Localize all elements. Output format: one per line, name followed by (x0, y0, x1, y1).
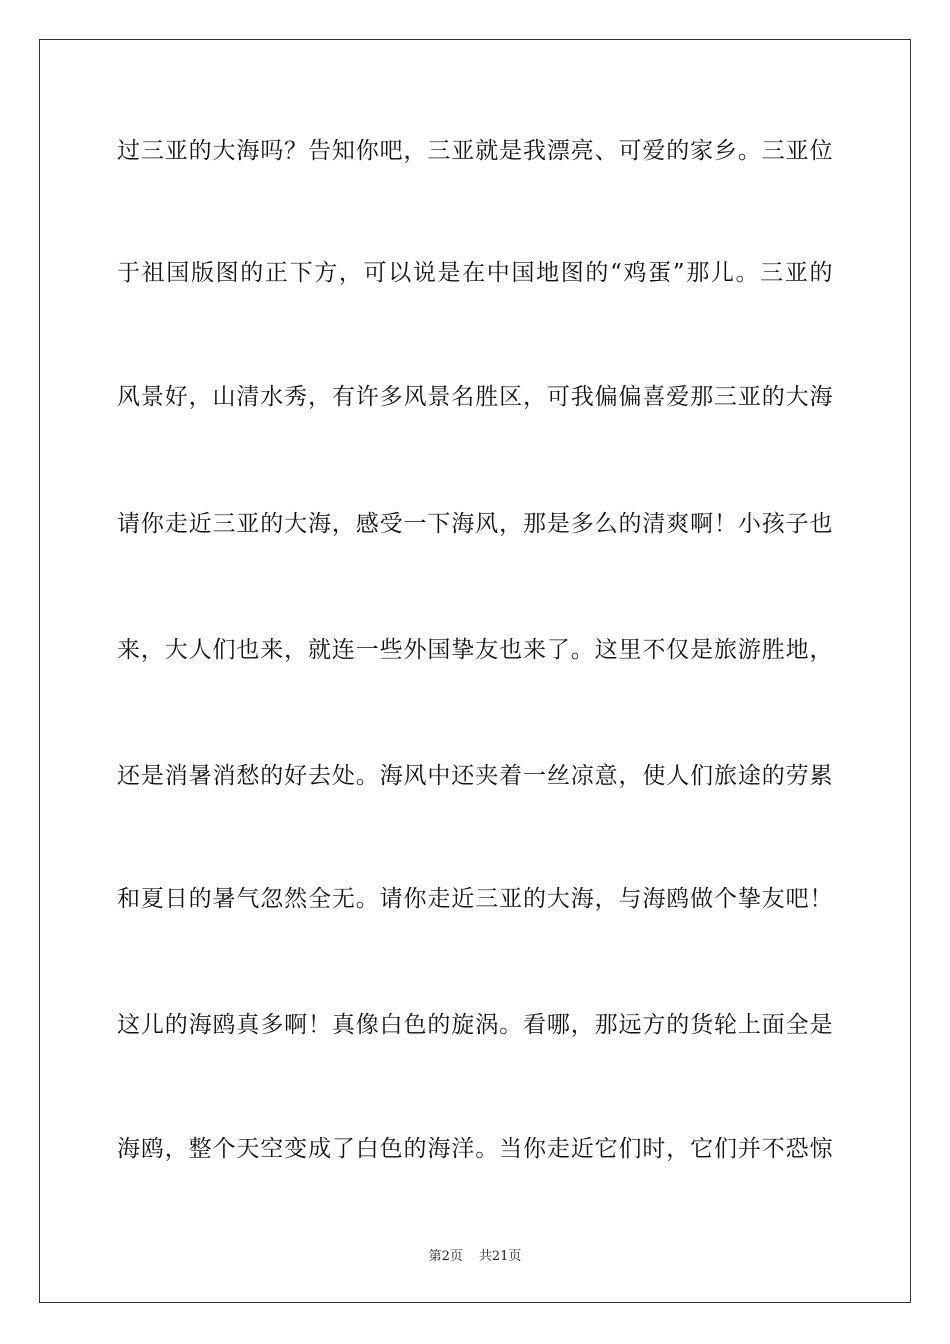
page-footer (0, 1248, 950, 1266)
text-line-7: 和夏日的暑气忽然全无。请你走近三亚的大海，与海鸥做个挚友吧！ (117, 886, 833, 912)
text-line-6: 还是消暑消愁的好去处。海风中还夹着一丝凉意，使人们旅途的劳累 (117, 763, 833, 789)
text-line-5: 来，大人们也来，就连一些外国挚友也来了。这里不仅是旅游胜地， (117, 637, 833, 663)
text-line-9: 海鸥，整个天空变成了白色的海洋。当你走近它们时，它们并不恐惊 (117, 1136, 833, 1162)
page-total: 共21页 (478, 1249, 522, 1264)
page-number: 第2页 (428, 1249, 463, 1264)
text-line-3: 风景好，山清水秀，有许多风景名胜区，可我偏偏喜爱那三亚的大海 (117, 384, 833, 410)
text-line-4: 请你走近三亚的大海，感受一下海风，那是多么的清爽啊！小孩子也 (117, 511, 833, 537)
text-line-1: 过三亚的大海吗？告知你吧，三亚就是我漂亮、可爱的家乡。三亚位 (117, 138, 833, 164)
text-line-2: 于祖国版图的正下方，可以说是在中国地图的“鸡蛋”那儿。三亚的 (117, 260, 833, 286)
text-line-8: 这儿的海鸥真多啊！真像白色的旋涡。看哪，那远方的货轮上面全是 (117, 1012, 833, 1038)
page-border (39, 39, 911, 1303)
